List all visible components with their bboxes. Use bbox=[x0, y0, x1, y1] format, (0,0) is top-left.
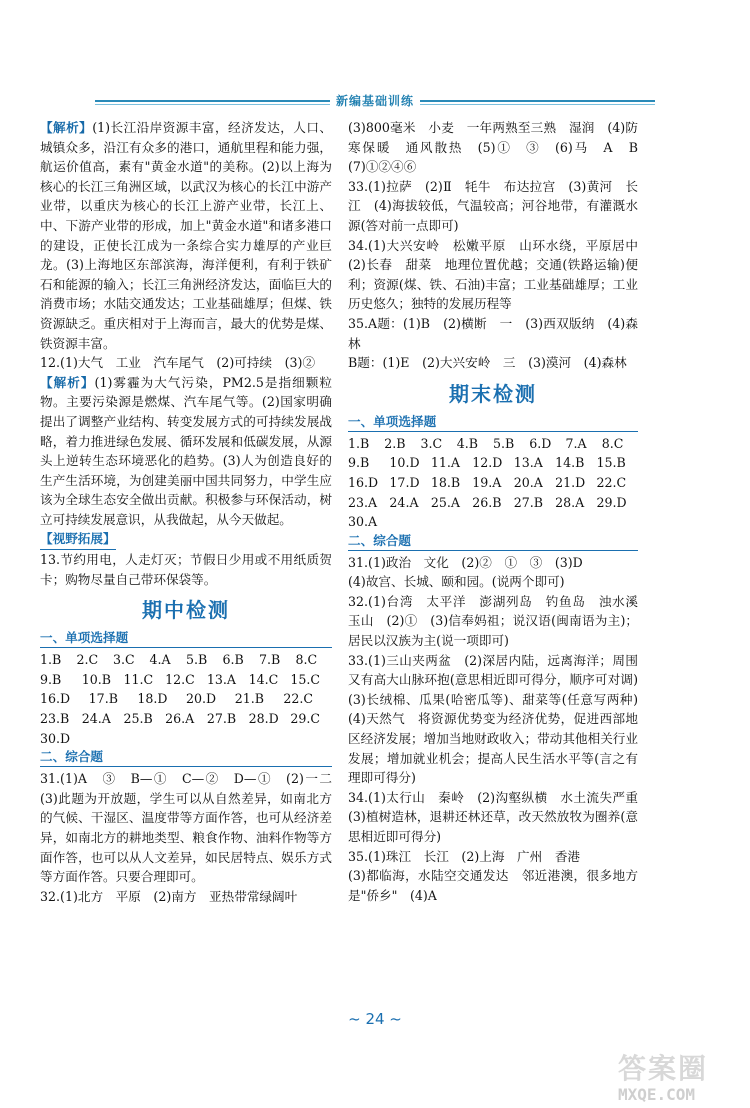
choice-answer: 13.A bbox=[206, 671, 236, 687]
midterm-answer-q32: 32.(1)北方 平原 (2)南方 亚热带常绿阔叶 bbox=[40, 888, 298, 904]
choice-answer: 7.B bbox=[259, 652, 281, 668]
midterm-answer-row bbox=[40, 670, 332, 690]
choice-answer: 9.B bbox=[348, 455, 370, 471]
midterm-answer-q33: 33.(1)拉萨 (2)Ⅱ 牦牛 布达拉宫 (3)黄河 长江 (4)海拔较低，气温较高；河谷地带，有灌溉水源(答对前一点即可) bbox=[348, 178, 638, 233]
choice-answer: 23.A bbox=[348, 494, 378, 510]
choice-answer: 22.C bbox=[596, 474, 627, 490]
choice-answer: 4.B bbox=[456, 435, 479, 451]
expand-label bbox=[40, 529, 332, 550]
final-answer-q35: 35.(1)珠江 长江 (2)上海 广州 香港 bbox=[348, 848, 581, 864]
choice-answer: 4.A bbox=[149, 652, 171, 668]
left-column bbox=[40, 118, 345, 906]
final-answer-q34: 34.(1)太行山 秦岭 (2)沟壑纵横 水土流失严重 (3)植树造林，退耕还林还草，改天然放牧为圈养(意思相近即可得分) bbox=[348, 789, 651, 844]
choice-answer: 18.D bbox=[137, 691, 168, 707]
choice-answer: 17.D bbox=[389, 474, 420, 490]
choice-answer: 19.A bbox=[472, 474, 502, 490]
choice-answer: 24.A bbox=[81, 711, 111, 727]
final-answer-q31: 31.(1)政治 文化 (2)② ① ③ (3)D bbox=[348, 554, 583, 570]
choice-answer: 11.A bbox=[430, 455, 460, 471]
analysis-paragraph-2 bbox=[40, 373, 332, 530]
choice-answer: 12.D bbox=[472, 455, 503, 471]
choice-answer: 22.C bbox=[283, 691, 314, 707]
final-answer-row bbox=[348, 512, 638, 532]
choice-answer: 29.D bbox=[596, 494, 627, 510]
midterm-composite-heading: 二、综合题 bbox=[40, 748, 332, 767]
final-answer-row bbox=[348, 453, 638, 473]
watermark-url: MXQE.COM bbox=[618, 1085, 696, 1104]
analysis-tag: 【解析】 bbox=[40, 120, 93, 135]
choice-answer: 27.B bbox=[206, 711, 237, 727]
final-answer-row bbox=[348, 473, 638, 493]
final-title: 期末检测 bbox=[449, 381, 537, 406]
midterm-answer-q34: 34.(1)大兴安岭 松嫩平原 山环水绕，平原居中 (2)长春 甜菜 地理位置优越；交通(铁路运输)便利；资源(煤、铁、石油)丰富；工业基础雄厚；工业历史悠久；独特的发展历程等 bbox=[348, 237, 651, 312]
midterm-answer-q35a: 35.A题：(1)B (2)横断 一 (3)西双版纳 (4)森林 bbox=[348, 315, 638, 351]
final-answer-grid bbox=[348, 434, 638, 532]
final-answer-q33: 33.(1)三山夹两盆 (2)深居内陆，远离海洋；周围又有高大山脉环抱(意思相近即可得分，顺序可对调) (3)长绒棉、瓜果(哈密瓜等)、甜菜等(任意写两种) (4)天然气 将资源优势变为经济优势，促进西部地区经济发展；增加当地财政收入；带动其他相关行业发展；增加就业机会；提高人民生活水平等(言之有理即可得分) bbox=[348, 652, 651, 786]
final-answer-row bbox=[348, 493, 638, 513]
analysis-paragraph-1 bbox=[40, 118, 332, 353]
choice-answer: 7.A bbox=[565, 435, 587, 451]
choice-answer: 1.B bbox=[40, 652, 62, 668]
midterm-answer-row bbox=[40, 729, 332, 749]
choice-answer: 29.C bbox=[290, 711, 320, 727]
choice-answer: 16.D bbox=[40, 691, 71, 707]
final-answer-row bbox=[348, 434, 638, 454]
choice-answer: 12.C bbox=[165, 671, 195, 687]
choice-answer: 2.B bbox=[384, 435, 406, 451]
choice-answer: 3.C bbox=[113, 652, 135, 668]
choice-answer: 25.B bbox=[123, 711, 153, 727]
choice-answer: 30.A bbox=[348, 514, 378, 530]
midterm-title: 期中检测 bbox=[142, 598, 230, 623]
choice-answer: 21.D bbox=[555, 474, 586, 490]
analysis-tag: 【解析】 bbox=[40, 374, 95, 390]
choice-answer: 10.B bbox=[81, 671, 112, 687]
choice-answer: 14.C bbox=[248, 671, 279, 687]
midterm-answer-q31: 31.(1)A ③ B—① C—② D—① (2)一二 (3)此题为开放题，学生可以从自然差异，如南北方的气候、干湿区、温度带等方面作答，也可从经济差异，如南北方的耕地类型、粮食作物、油料作物等方面作答，也可以从人文差异，如民居特点、娱乐方式等方面作答。只要合理即可。 bbox=[40, 771, 345, 885]
midterm-answer-row bbox=[40, 689, 332, 709]
choice-answer: 18.B bbox=[430, 474, 461, 490]
choice-answer: 5.B bbox=[186, 652, 208, 668]
choice-answer: 26.A bbox=[165, 711, 195, 727]
analysis-text: (1)雾霾为大气污染，PM2.5是指细颗粒物。主要污染源是燃煤、汽车尾气等。(2)国家明确提出了调整产业结构、转变发展方式的可持续发展战略，着力推进绿色发展、循环发展和低碳发展，从源头上逆转生态环境恶化的趋势。(3)人为创造良好的生产生活环境，为创建美丽中国共同努力，中学生应该为全球生态安全做出贡献。积极参与环保活动，树立可持续发展意识，从我做起，从今天做起。 bbox=[40, 374, 332, 527]
choice-answer: 9.B bbox=[40, 671, 62, 687]
choice-answer: 23.B bbox=[40, 711, 70, 727]
expand-label-text: 【视野拓展】 bbox=[40, 529, 116, 550]
choice-answer: 14.B bbox=[555, 455, 585, 471]
choice-answer: 6.B bbox=[222, 652, 244, 668]
choice-answer: 6.D bbox=[529, 435, 552, 451]
choice-answer: 2.C bbox=[76, 652, 99, 668]
right-column bbox=[348, 118, 651, 905]
choice-answer: 20.D bbox=[186, 691, 217, 707]
choice-answer: 13.A bbox=[513, 455, 543, 471]
analysis-text: (1)长江沿岸资源丰富，经济发达，人口、城镇众多，沿江有众多的港口，通航里程和能力强，航运价值高，素有"黄金水道"的美称。(2)以上海为核心的长江三角洲区域，以武汉为核心的长江中游产业带，以重庆为核心的长江上游产业带，长江上、中、下游产业带的形成，加上"黄金水道"和诸多港口的建设，正使长江成为一条综合实力雄厚的产业巨龙。(3)上海地区东部滨海，海洋便利，有利于铁矿石和能源的输入；长江三角洲经济发达，面临巨大的消费市场；水陆交通发达；工业基础雄厚；但煤、铁资源缺乏。重庆相对于上海而言，最大的优势是煤、铁资源丰富。 bbox=[40, 120, 333, 351]
midterm-answer-q32-continued: (3)800毫米 小麦 一年两熟至三熟 湿润 (4)防寒保暖 通风散热 (5)① ③ (6)马 A B (7)①②④⑥ bbox=[348, 120, 651, 175]
choice-answer: 25.A bbox=[430, 494, 460, 510]
choice-answer: 21.B bbox=[234, 691, 264, 707]
choice-answer: 10.D bbox=[389, 455, 420, 471]
midterm-answer-q35b: B题：(1)E (2)大兴安岭 三 (3)漠河 (4)森林 bbox=[348, 355, 627, 371]
midterm-single-choice-heading: 一、单项选择题 bbox=[40, 629, 332, 648]
midterm-answer-row bbox=[40, 650, 332, 670]
midterm-answer-grid bbox=[40, 650, 332, 748]
choice-answer: 15.B bbox=[596, 455, 626, 471]
midterm-answer-row bbox=[40, 709, 332, 729]
choice-answer: 15.C bbox=[290, 671, 320, 687]
choice-answer: 24.A bbox=[389, 494, 419, 510]
header-title: 新编基础训练 bbox=[330, 92, 420, 109]
choice-answer: 8.C bbox=[601, 435, 624, 451]
choice-answer: 5.B bbox=[493, 435, 515, 451]
choice-answer: 28.A bbox=[555, 494, 585, 510]
answer-q12: 12.(1)大气 工业 汽车尾气 (2)可持续 (3)② bbox=[40, 355, 316, 371]
choice-answer: 8.C bbox=[295, 652, 318, 668]
choice-answer: 3.C bbox=[420, 435, 443, 451]
choice-answer: 27.B bbox=[513, 494, 543, 510]
choice-answer: 30.D bbox=[40, 730, 71, 746]
choice-answer: 11.C bbox=[123, 671, 154, 687]
watermark-logo bbox=[618, 1052, 743, 1104]
watermark-text: 答案圈 bbox=[618, 1052, 709, 1085]
choice-answer: 16.D bbox=[348, 474, 379, 490]
choice-answer: 17.B bbox=[88, 691, 118, 707]
final-composite-heading: 二、综合题 bbox=[348, 532, 638, 551]
answer-q13: 13.节约用电，人走灯灭；节假日少用或不用纸质贺卡；购物尽量自己带环保袋等。 bbox=[40, 552, 332, 587]
choice-answer: 28.D bbox=[248, 711, 279, 727]
page-header bbox=[95, 90, 655, 110]
final-single-choice-heading: 一、单项选择题 bbox=[348, 413, 638, 432]
final-answer-q35-3: (3)都临海，水陆空交通发达 邻近港澳，很多地方是"侨乡" (4)A bbox=[348, 868, 638, 903]
page-number: ~ 24 ~ bbox=[348, 1010, 402, 1028]
choice-answer: 1.B bbox=[348, 435, 370, 451]
final-answer-q32: 32.(1)台湾 太平洋 澎湖列岛 钓鱼岛 浊水溪 玉山 (2)① (3)信奉妈祖；说汉语(闽南语为主)；居民以汉族为主(说一项即可) bbox=[348, 593, 651, 649]
final-answer-q31-4: (4)故宫、长城、颐和园。(说两个即可) bbox=[348, 574, 565, 590]
choice-answer: 26.B bbox=[472, 494, 502, 510]
choice-answer: 20.A bbox=[513, 474, 543, 490]
